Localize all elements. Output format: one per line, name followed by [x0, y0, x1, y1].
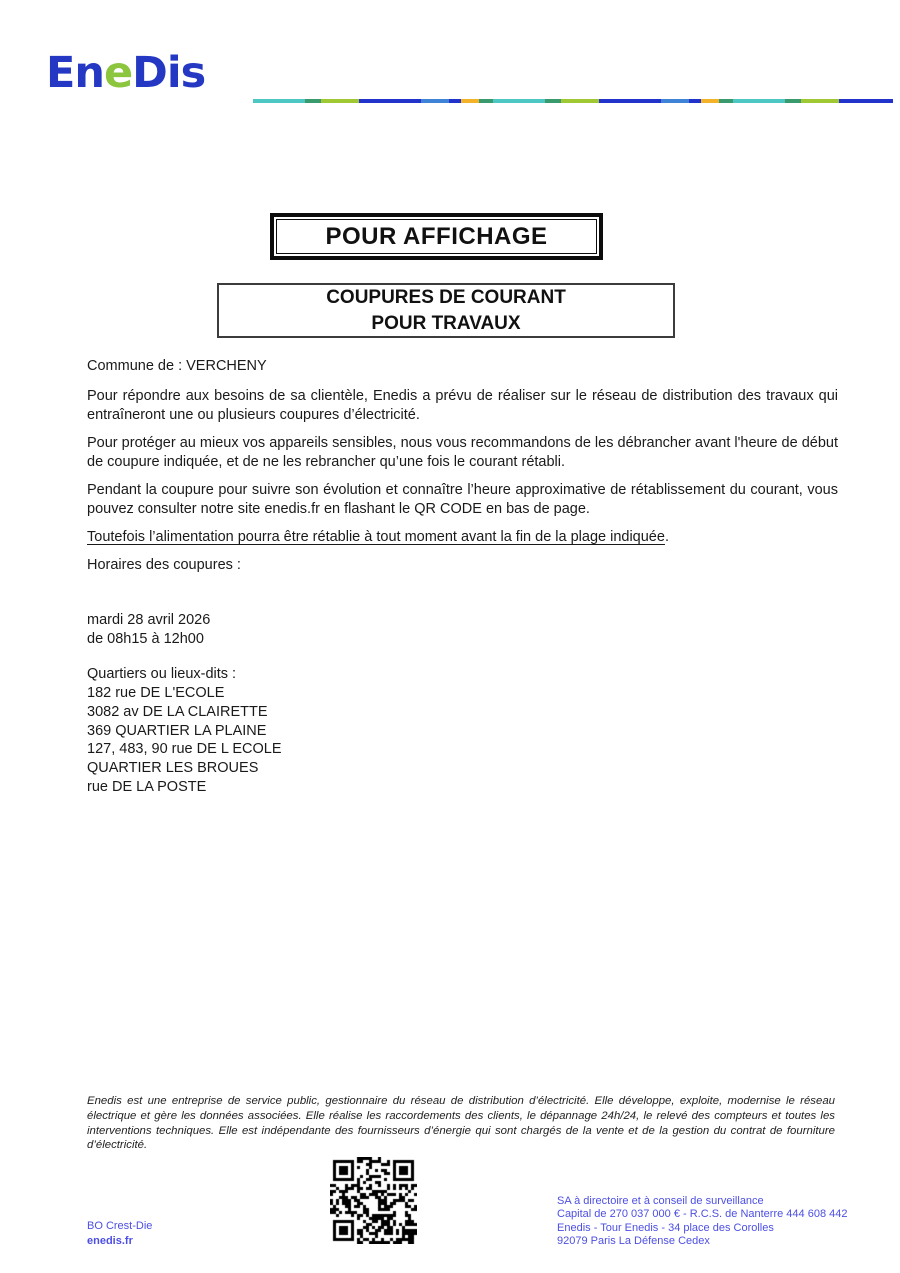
brand-separator-line — [253, 99, 893, 103]
schedule-date: mardi 28 avril 2026 — [87, 612, 211, 628]
display-banner-box — [270, 213, 603, 260]
qr-code — [330, 1157, 417, 1244]
logo-text-dis: Dis — [132, 48, 206, 98]
paragraph-qrcode: Pendant la coupure pour suivre son évolution et connaître l’heure approximative de rétablissement du courant, vous pouvez consulter notre site enedis.fr en flashant le QR CODE en bas de page. — [87, 482, 838, 517]
commune-line: Commune de : VERCHENY — [87, 358, 267, 374]
footer-company-block — [557, 1195, 847, 1248]
district-item: 3082 av DE LA CLAIRETTE — [87, 703, 268, 720]
logo-text-e-green: e — [104, 48, 133, 98]
outage-title-box — [217, 283, 675, 338]
outage-title-line1: COUPURES DE COURANT — [326, 286, 566, 308]
footer-company-line: 92079 Paris La Défense Cedex — [557, 1234, 710, 1247]
footer-office-block — [87, 1219, 152, 1248]
schedule-hours: de 08h15 à 12h00 — [87, 630, 204, 647]
footer-office: BO Crest-Die — [87, 1220, 153, 1232]
enedis-logo — [46, 48, 206, 98]
district-item: 127, 483, 90 rue DE L ECOLE — [87, 741, 282, 758]
logo-text-en: En — [46, 48, 104, 98]
footer-company-line: SA à directoire et à conseil de surveillance — [557, 1195, 764, 1207]
district-item: 369 QUARTIER LA PLAINE — [87, 722, 267, 739]
footer-company-line: Capital de 270 037 000 € - R.C.S. de Nanterre 444 608 442 — [557, 1208, 848, 1221]
document-body — [87, 357, 838, 796]
underlined-notice — [87, 528, 838, 547]
district-item: 182 rue DE L'ECOLE — [87, 685, 225, 702]
paragraph-advice: Pour protéger au mieux vos appareils sensibles, nous vous recommandons de les débrancher avant l'heure de début de coupure indiquée, et de ne les rebrancher qu’une fois le courant rétabli. — [87, 435, 838, 470]
district-item: rue DE LA POSTE — [87, 778, 207, 795]
underlined-notice-text: Toutefois l’alimentation pourra être rétablie à tout moment avant la fin de la plage indiquée — [87, 529, 665, 545]
schedule-label: Horaires des coupures : — [87, 557, 241, 573]
display-banner-title: POUR AFFICHAGE — [276, 219, 597, 254]
district-item: QUARTIER LES BROUES — [87, 759, 259, 776]
underlined-notice-period: . — [664, 529, 669, 545]
footer-website: enedis.fr — [87, 1234, 133, 1247]
footer-company-line: Enedis - Tour Enedis - 34 place des Corolles — [557, 1221, 774, 1234]
legal-disclaimer: Enedis est une entreprise de service public, gestionnaire du réseau de distribution d’électricité. Elle développe, exploite, modernise le réseau électrique et gère les données associées. Elle réalise les raccordements des clients, le dépannage 24h/24, le relevé des compteurs et toutes les interventions techniques. Elle est indépendante des fournisseurs d’énergie qui sont chargés de la vente et de la gestion du contrat de fourniture d’électricité. — [87, 1095, 835, 1152]
paragraph-intro: Pour répondre aux besoins de sa clientèle, Enedis a prévu de réaliser sur le réseau de distribution des travaux qui entraîneront une ou plusieurs coupures d’électricité. — [87, 388, 838, 423]
districts-block — [87, 665, 838, 796]
districts-label: Quartiers ou lieux-dits : — [87, 666, 237, 683]
schedule-block — [87, 611, 838, 648]
outage-title-line2: POUR TRAVAUX — [371, 312, 521, 334]
